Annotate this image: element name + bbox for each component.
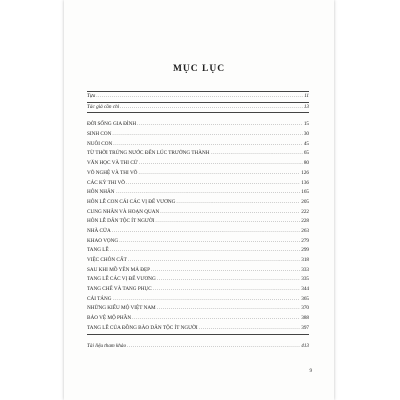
toc-entry bbox=[87, 266, 309, 276]
dot-leader bbox=[157, 275, 301, 285]
toc-entry-label: NHỮNG KIỂU MỘ VIỆT NAM bbox=[87, 305, 156, 312]
toc-entry-label: VIỆC CHÔN CẤT bbox=[87, 257, 127, 263]
dot-leader bbox=[160, 208, 300, 218]
toc-entry bbox=[87, 159, 309, 169]
toc-entry-label: VÕ NGHỆ VÀ THI VÕ bbox=[87, 169, 138, 176]
dot-leader bbox=[151, 266, 300, 276]
toc-entry-label: SINH CON bbox=[87, 131, 112, 138]
page-number: 9 bbox=[309, 369, 312, 374]
toc-entry bbox=[87, 120, 309, 130]
dot-leader bbox=[96, 92, 303, 102]
dot-leader bbox=[112, 227, 300, 237]
toc-entry bbox=[87, 179, 309, 189]
toc-entry bbox=[87, 246, 309, 256]
dot-leader bbox=[112, 130, 302, 140]
toc-entry-page: 344 bbox=[301, 286, 309, 293]
toc-entry-page: 13 bbox=[303, 103, 309, 110]
toc-entry bbox=[87, 295, 309, 305]
toc-entry-label: CÁC KỲ THI VÕ bbox=[87, 179, 125, 186]
dot-leader bbox=[176, 198, 300, 208]
toc-entry-page: 365 bbox=[301, 295, 309, 302]
toc-entry-page: 30 bbox=[303, 131, 309, 138]
dot-leader bbox=[199, 324, 301, 334]
toc-entry-label: NHÀ CỬA bbox=[87, 227, 111, 234]
toc-entry-page: 388 bbox=[301, 315, 309, 322]
toc-entry-label: TANG CHẾ VÀ TANG PHỤC bbox=[87, 286, 152, 293]
toc-entry-page: 126 bbox=[301, 169, 309, 176]
toc-entry-label: Tác giả cần chỉ bbox=[87, 103, 120, 110]
dot-leader bbox=[157, 304, 301, 314]
toc-entry bbox=[87, 217, 309, 227]
toc-entry bbox=[87, 285, 309, 295]
toc-entry-page: 45 bbox=[303, 140, 309, 147]
toc-entry-page: 15 bbox=[303, 121, 309, 128]
toc-entry-label: VĂN HỌC VÀ THI CỬ bbox=[87, 160, 138, 167]
table-of-contents bbox=[87, 91, 309, 351]
toc-entry-label: Tựa bbox=[87, 93, 96, 99]
toc-entry bbox=[87, 237, 309, 247]
toc-entry-page: 65 bbox=[303, 150, 309, 157]
dot-leader bbox=[137, 120, 303, 130]
toc-entry-page: 263 bbox=[301, 227, 309, 234]
toc-entry-label: Tài liệu tham khảo bbox=[87, 342, 127, 349]
toc-entry-page: 318 bbox=[301, 257, 309, 263]
toc-entry-label: CUNG NHÂN VÀ HOẠN QUAN bbox=[87, 208, 160, 215]
dot-leader bbox=[139, 159, 303, 169]
toc-entry bbox=[87, 188, 309, 198]
toc-entry-page: 370 bbox=[301, 305, 309, 312]
toc-entry-label: KHAO VỌNG bbox=[87, 237, 119, 244]
toc-entry-page: 136 bbox=[301, 179, 309, 186]
toc-entry-label: HÔN LỄ DÂN TỘC ÍT NGƯỜI bbox=[87, 218, 155, 225]
dot-leader bbox=[153, 285, 301, 295]
toc-entry bbox=[87, 149, 309, 159]
toc-entry bbox=[87, 275, 309, 285]
dot-leader bbox=[113, 140, 303, 150]
toc-entry-page: 413 bbox=[301, 342, 309, 349]
toc-entry-label: TANG LỄ bbox=[87, 247, 109, 254]
toc-entry-label: NUÔI CON bbox=[87, 140, 113, 147]
toc-entry-page: 228 bbox=[301, 218, 309, 225]
dot-leader bbox=[113, 295, 301, 305]
toc-entry-page: 397 bbox=[301, 324, 309, 331]
toc-entry-page: 333 bbox=[301, 266, 309, 273]
toc-entry-label: TANG LỄ CỦA ĐỒNG BÀO DÂN TỘC ÍT NGƯỜI bbox=[87, 324, 198, 331]
toc-entry-page: 11 bbox=[304, 93, 309, 99]
toc-entry bbox=[87, 169, 309, 179]
book-page bbox=[64, 0, 334, 400]
toc-entry-page: 222 bbox=[301, 208, 309, 215]
toc-entry-label: SAU KHI MỒ YÊN MẢ ĐẸP bbox=[87, 266, 151, 273]
dot-leader bbox=[211, 149, 303, 159]
toc-entry-page: 80 bbox=[303, 160, 309, 167]
toc-entry bbox=[87, 314, 309, 324]
toc-entry-label: ĐỜI SỐNG GIA ĐÌNH bbox=[87, 121, 137, 128]
dot-leader bbox=[138, 169, 300, 179]
toc-entry-page: 205 bbox=[301, 198, 309, 205]
toc-entry-label: HÔN NHÂN bbox=[87, 189, 115, 196]
toc-entry bbox=[87, 130, 309, 140]
dot-leader bbox=[155, 217, 300, 227]
chapter-list bbox=[87, 120, 309, 333]
toc-entry-label: TANG LỄ CÁC VỊ ĐẾ VƯƠNG bbox=[87, 276, 156, 283]
toc-entry-page: 165 bbox=[301, 189, 309, 196]
toc-entry-page: 279 bbox=[301, 237, 309, 244]
toc-entry-label: CẢI TÁNG bbox=[87, 295, 112, 302]
toc-entry bbox=[87, 227, 309, 237]
toc-entry-bibliography bbox=[87, 342, 309, 352]
spacer bbox=[87, 335, 309, 342]
toc-entry-preface bbox=[87, 92, 309, 102]
toc-entry-author-note bbox=[87, 103, 309, 113]
dot-leader bbox=[116, 188, 301, 198]
toc-entry bbox=[87, 198, 309, 208]
dot-leader bbox=[119, 237, 300, 247]
toc-entry-label: HÔN LỄ CON CÁI CÁC VỊ ĐẾ VƯƠNG bbox=[87, 198, 176, 205]
toc-entry-page: 299 bbox=[301, 247, 309, 254]
toc-entry bbox=[87, 208, 309, 218]
toc-entry-page: 335 bbox=[301, 276, 309, 283]
dot-leader bbox=[120, 103, 303, 113]
page-title: MỤC LỤC bbox=[172, 64, 226, 74]
dot-leader bbox=[132, 314, 300, 324]
toc-entry bbox=[87, 304, 309, 314]
spacer bbox=[87, 113, 309, 120]
dot-leader bbox=[127, 342, 300, 352]
toc-entry bbox=[87, 324, 309, 334]
toc-entry bbox=[87, 140, 309, 150]
toc-entry-label: BẢO VỆ MỘ PHẦN bbox=[87, 315, 132, 322]
toc-entry bbox=[87, 256, 309, 266]
dot-leader bbox=[126, 179, 300, 189]
toc-entry-label: TỪ THỜI TRỨNG NƯỚC ĐẾN LÚC TRƯỞNG THÀNH bbox=[87, 150, 210, 157]
dot-leader bbox=[110, 246, 301, 256]
dot-leader bbox=[128, 256, 300, 266]
